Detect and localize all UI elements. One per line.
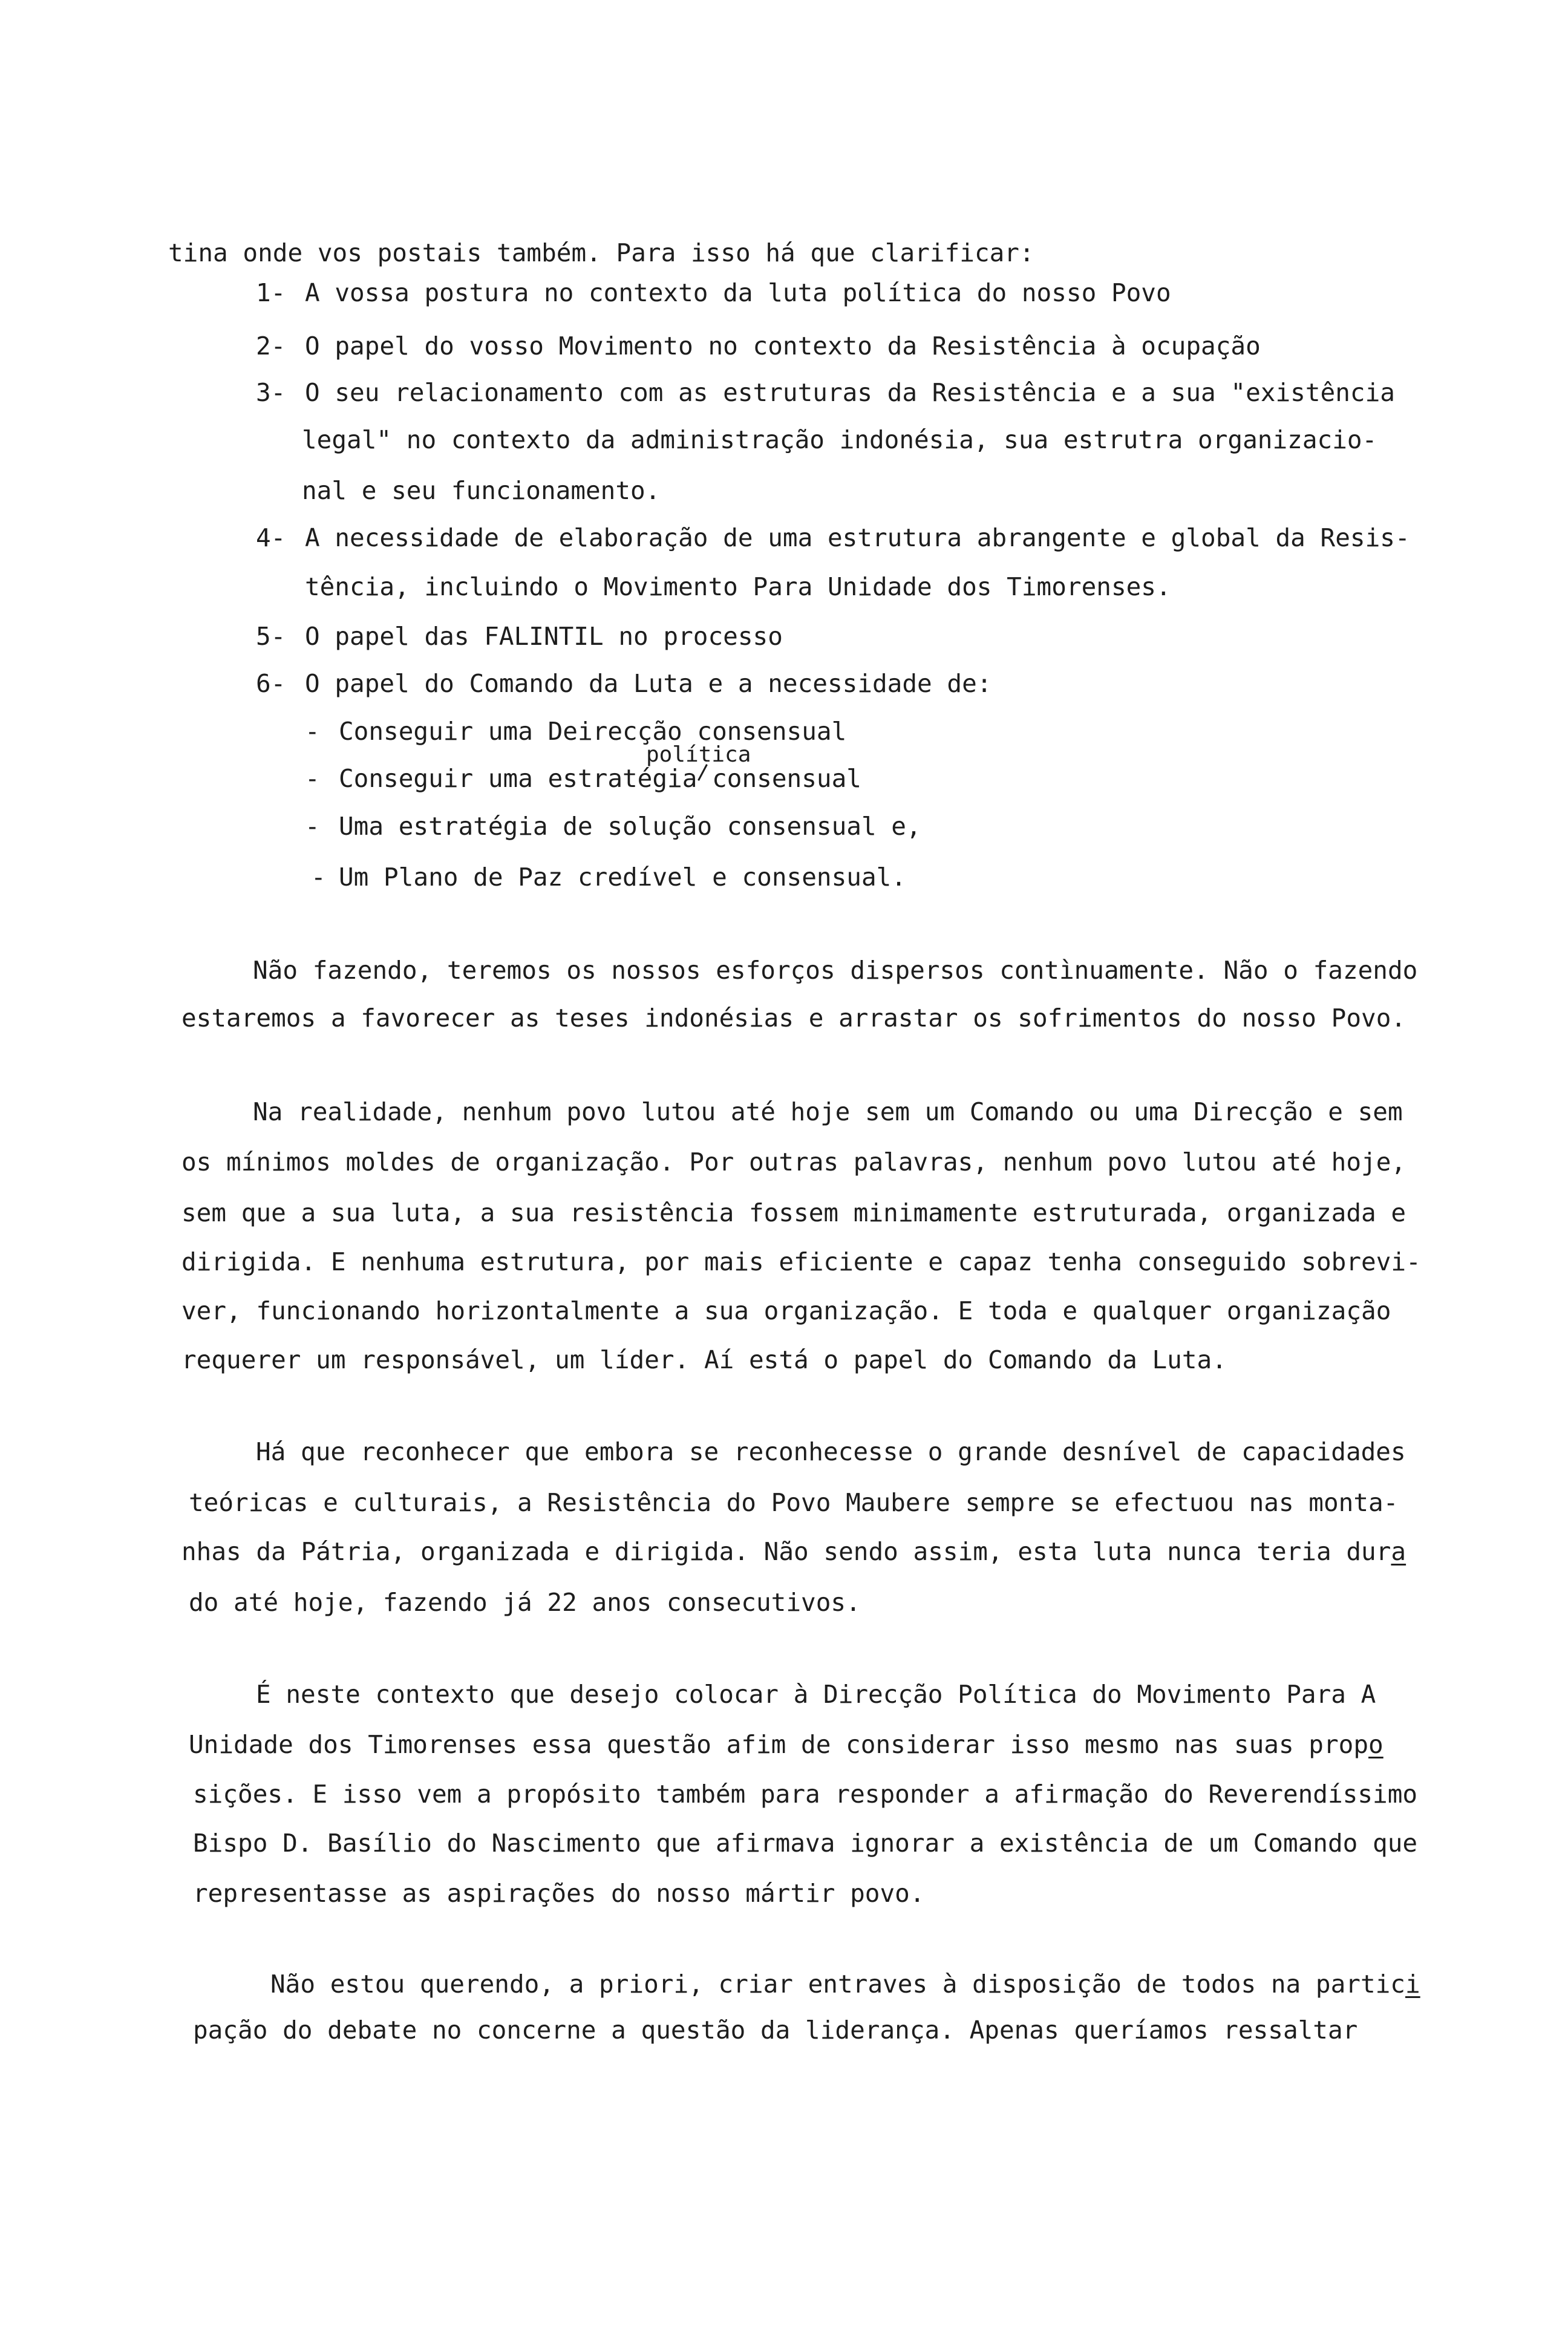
list-item-text: A vossa postura no contexto da luta política do nosso Povo: [305, 278, 1171, 307]
intro-line: tina onde vos postais também. Para isso há que clarificar:: [168, 238, 1034, 267]
sub-list-item: Uma estratégia de solução consensual e,: [339, 812, 921, 841]
sub-list-marker: -: [305, 764, 320, 793]
paragraph-line: os mínimos moldes de organização. Por outras palavras, nenhum povo lutou até hoje,: [181, 1148, 1406, 1177]
underlined-character: i: [1405, 1970, 1420, 1999]
paragraph-line: requerer um responsável, um líder. Aí está o papel do Comando da Luta.: [181, 1345, 1227, 1374]
paragraph-line: dirigida. E nenhuma estrutura, por mais eficiente e capaz tenha conseguido sobrevi-: [181, 1247, 1421, 1276]
list-marker: 1-: [256, 278, 286, 307]
paragraph-line: teóricas e culturais, a Resistência do Povo Maubere sempre se efectuou nas monta-: [189, 1488, 1399, 1517]
paragraph-line: do até hoje, fazendo já 22 anos consecutivos.: [189, 1588, 861, 1617]
list-item-text: O papel das FALINTIL no processo: [305, 622, 783, 651]
list-marker: 2-: [256, 331, 286, 361]
sub-list-marker: -: [311, 863, 326, 892]
list-item-text: O papel do Comando da Luta e a necessidade de:: [305, 669, 992, 698]
paragraph-line: Não fazendo, teremos os nossos esforços dispersos contìnuamente. Não o fazendo: [253, 956, 1418, 985]
paragraph-line: Há que reconhecer que embora se reconhecesse o grande desnível de capacidades: [256, 1437, 1406, 1466]
paragraph-line: [270, 1969, 1420, 1999]
paragraph-line: Na realidade, nenhum povo lutou até hoje sem um Comando ou uma Direcção e sem: [253, 1097, 1403, 1126]
paragraph-line: estaremos a favorecer as teses indonésias e arrastar os sofrimentos do nosso Povo.: [181, 1004, 1406, 1033]
list-marker: 5-: [256, 622, 286, 651]
list-item-text: A necessidade de elaboração de uma estrutura abrangente e global da Resis-: [305, 523, 1410, 552]
underlined-character: o: [1368, 1730, 1383, 1759]
sub-list-item: Um Plano de Paz credível e consensual.: [339, 863, 906, 892]
sub-list-item: Conseguir uma estratégia consensual: [339, 764, 861, 793]
sub-list-marker: -: [305, 717, 320, 746]
sub-list-marker: -: [305, 812, 320, 841]
list-item-text: O papel do vosso Movimento no contexto da Resistência à ocupação: [305, 331, 1261, 361]
list-marker: 4-: [256, 523, 286, 552]
paragraph-line: sições. E isso vem a propósito também para responder a afirmação do Reverendíssimo: [193, 1780, 1418, 1809]
paragraph-line-text: Unidade dos Timorenses essa questão afim de considerar isso mesmo nas suas prop: [189, 1730, 1369, 1759]
paragraph-line: sem que a sua luta, a sua resistência fossem minimamente estruturada, organizada e: [181, 1198, 1406, 1227]
paragraph-line: representasse as aspirações do nosso mártir povo.: [193, 1879, 925, 1908]
paragraph-line: ver, funcionando horizontalmente a sua organização. E toda e qualquer organização: [181, 1296, 1391, 1325]
list-item-text: tência, incluindo o Movimento Para Unidade dos Timorenses.: [305, 572, 1171, 601]
paragraph-line-text: Não estou querendo, a priori, criar entraves à disposição de todos na partic: [270, 1970, 1405, 1999]
paragraph-line: [181, 1536, 1406, 1567]
list-item-text: nal e seu funcionamento.: [302, 476, 661, 505]
handwritten-insertion: política: [646, 742, 751, 767]
paragraph-line: pação do debate no concerne a questão da liderança. Apenas queríamos ressaltar: [193, 2016, 1358, 2045]
paragraph-line: Bispo D. Basílio do Nascimento que afirmava ignorar a existência de um Comando que: [193, 1829, 1418, 1858]
underlined-character: a: [1391, 1537, 1406, 1566]
paragraph-line: [189, 1729, 1383, 1760]
list-marker: 3-: [256, 378, 286, 407]
list-marker: 6-: [256, 669, 286, 698]
paragraph-line: É neste contexto que desejo colocar à Direcção Política do Movimento Para A: [256, 1680, 1376, 1709]
sub-list-item: Conseguir uma Deirecção consensual: [339, 717, 847, 746]
list-item-text: legal" no contexto da administração indonésia, sua estrutra organizacio-: [302, 425, 1377, 454]
paragraph-line-text: nhas da Pátria, organizada e dirigida. Não sendo assim, esta luta nunca teria dur: [181, 1537, 1391, 1566]
list-item-text: O seu relacionamento com as estruturas da Resistência e a sua "existência: [305, 378, 1395, 407]
